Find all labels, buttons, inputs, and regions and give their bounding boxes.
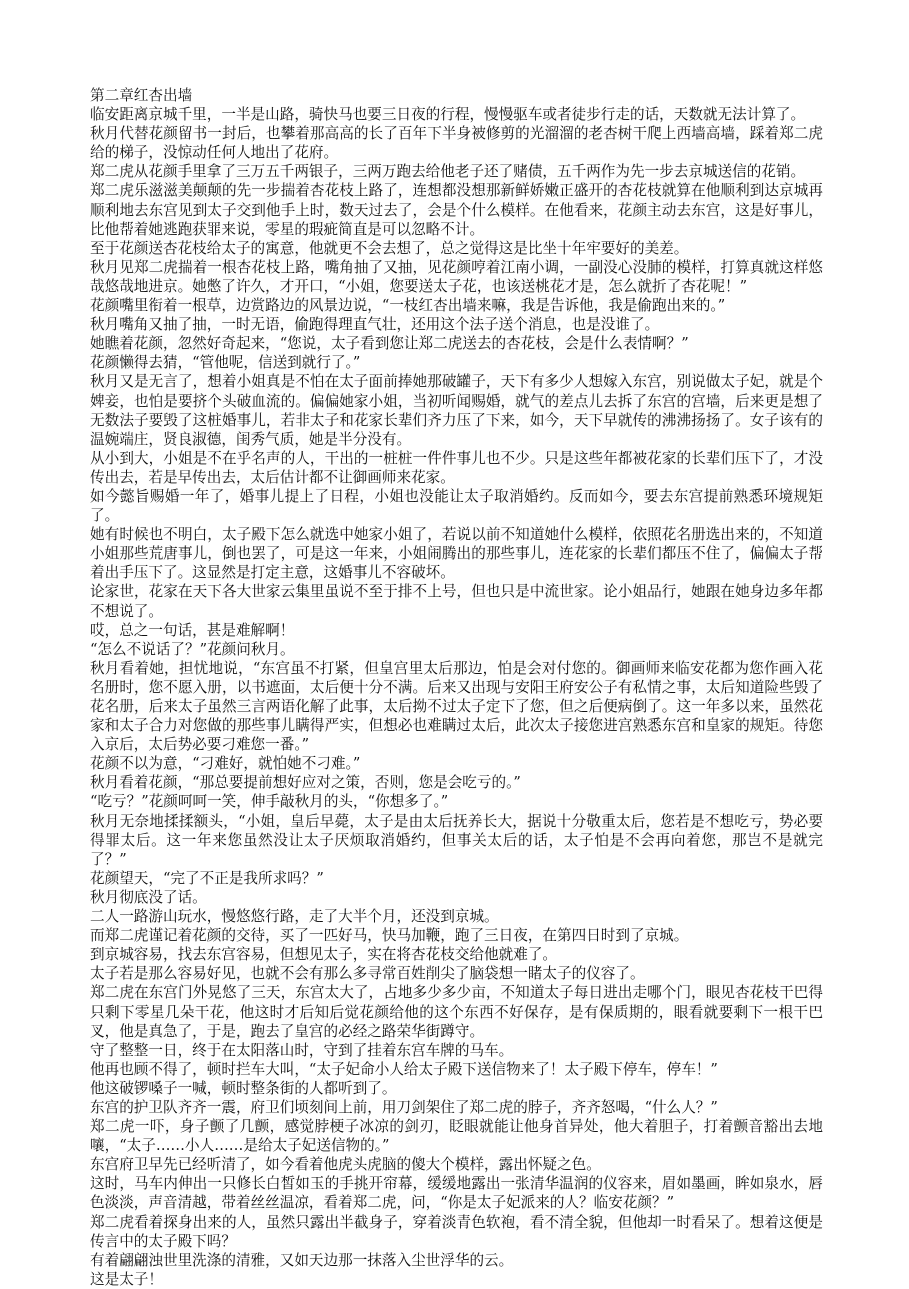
paragraph: 如今懿旨赐婚一年了，婚事儿提上了日程，小姐也没能让太子取消婚约。反而如今，要去东宫提前熟悉环境规矩了。	[90, 487, 823, 525]
paragraph: 有着翩翩浊世里洗涤的清雅，又如天边那一抹落入尘世浮华的云。	[90, 1251, 514, 1269]
paragraph: 秋月嘴角又抽了抽，一时无语，偷跑得理直气壮，还用这个法子送个消息，也是没谁了。	[90, 316, 660, 334]
paragraph: 他再也顾不得了，顿时拦车大叫，“太子妃命小人给太子殿下送信物来了！太子殿下停车，停车！”	[90, 1060, 718, 1078]
paragraph: 她有时候也不明白，太子殿下怎么就选中她家小姐了，若说以前不知道她什么模样，依照花名册选出来的，不知道小姐那些荒唐事儿，倒也罢了，可是这一年来，小姐闹腾出的那些事儿，连花家的长辈们都压不住了，偏偏太子帮着出手压下了。这显然是打定主意，这婚事儿不容破坏。	[90, 526, 823, 582]
paragraph: 花颜望天，“完了不正是我所求吗？”	[90, 869, 324, 887]
paragraph: “怎么不说话了？”花颜问秋月。	[90, 640, 295, 658]
paragraph: 论家世，花家在天下各大世家云集里虽说不至于排不上号，但也只是中流世家。论小姐品行，她跟在她身边多年都不想说了。	[90, 583, 823, 620]
paragraph: 二人一路游山玩水，慢悠悠行路，走了大半个月，还没到京城。	[90, 908, 499, 926]
paragraph: 至于花颜送杏花枝给太子的寓意，他就更不会去想了，总之觉得这是比坐十年牢要好的美差。	[90, 239, 689, 257]
paragraph: 秋月看着她，担忧地说，“东宫虽不打紧，但皇宫里太后那边，怕是会对付您的。御画师来临安花都为您作画入花名册时，您不愿入册，以书遮面，太后便十分不满。后来又出现与安阳王府安公子有私情之事，太后知道险些毁了花名册，后来太子虽然三言两语化解了此事，太后拗不过太子定下了您，但之后便病倒了。这一年多以来，虽然花家和太子合力对您做的那些事儿瞒得严实，但想必也难瞒过太后，此次太子接您进宫熟悉东宫和皇家的规矩。待您入京后，太后势必要刁难您一番。”	[90, 659, 823, 754]
paragraph: 从小到大，小姐是不在乎名声的人，干出的一桩桩一件件事儿也不少。只是这些年都被花家的长辈们压下了，才没传出去，若是早传出去，太后估计都不让御画师来花家。	[90, 449, 823, 486]
paragraph: 郑二虎看着探身出来的人，虽然只露出半截身子，穿着淡青色软袍，看不清全貌，但他却一时看呆了。想着这便是传言中的太子殿下吗？	[90, 1213, 823, 1250]
paragraph: 太子若是那么容易好见，也就不会有那么多寻常百姓削尖了脑袋想一睹太子的仪容了。	[90, 965, 645, 983]
paragraph: 秋月无奈地揉揉额头，“小姐，皇后早薨，太子是由太后抚养长大，据说十分敬重太后，您若是不想吃亏，势必要得罪太后。这一年来您虽然没让太子厌烦取消婚约，但事关太后的话，太子怕是不会再向着您，那岂不是就完了？”	[90, 812, 823, 868]
paragraph: 东宫的护卫队齐齐一震，府卫们顷刻间上前，用刀剑架住了郑二虎的脖子，齐齐怒喝，“什么人？”	[90, 1098, 718, 1116]
chapter-title: 第二章红杏出墙	[90, 87, 193, 104]
paragraph: 这是太子！	[90, 1270, 163, 1288]
paragraph: 哎，总之一句话，甚是难解啊！	[90, 621, 295, 639]
paragraph: 秋月代替花颜留书一封后，也攀着那高高的长了百年下半身被修剪的光溜溜的老杏树干爬上西墙高墙，踩着郑二虎给的梯子，没惊动任何人地出了花府。	[90, 125, 823, 162]
paragraph: 这时，马车内伸出一只修长白皙如玉的手挑开帘幕，缓缓地露出一张清华温润的仪容来，眉如墨画，眸如泉水，唇色淡淡，声音清越，带着丝丝温凉，看着郑二虎，问，“你是太子妃派来的人？临安花颜？”	[90, 1175, 823, 1212]
body-text	[90, 105, 823, 1289]
paragraph: 花颜嘴里衔着一根草，边赏路边的风景边说，“一枝红杏出墙来嘛，我是告诉他，我是偷跑出来的。”	[90, 297, 726, 315]
paragraph: 而郑二虎谨记着花颜的交待，买了一匹好马，快马加鞭，跑了三日夜，在第四日时到了京城。	[90, 927, 689, 945]
paragraph: 秋月彻底没了话。	[90, 888, 207, 906]
paragraph: 她瞧着花颜，忽然好奇起来，“您说，太子看到您让郑二虎送去的杏花枝，会是什么表情啊？”	[90, 335, 689, 353]
paragraph: 东宫府卫早先已经听清了，如今看着他虎头虎脑的傻大个模样，露出怀疑之色。	[90, 1156, 601, 1174]
paragraph: 守了整整一日，终于在太阳落山时，守到了挂着东宫车牌的马车。	[90, 1041, 514, 1059]
paragraph: 郑二虎从花颜手里拿了三万五千两银子，三两万跑去给他老子还了赌债，五千两作为先一步去京城送信的花销。	[90, 163, 806, 181]
paragraph: 郑二虎乐滋滋美颠颠的先一步揣着杏花枝上路了，连想都没想那新鲜娇嫩正盛开的杏花枝就算在他顺利到达京城再顺利地去东宫见到太子交到他手上时，数天过去了，会是个什么模样。在他看来，花颜主动去东宫，这是好事儿，比他帮着她逃跑获罪来说，零星的瑕疵简直是可以忽略不计。	[90, 182, 823, 238]
paragraph: 秋月见郑二虎揣着一根杏花枝上路，嘴角抽了又抽，见花颜哼着江南小调，一副没心没肺的模样，打算真就这样悠哉悠哉地进京。她憋了许久，才开口，“小姐，您要送太子花，也该送桃花才是，怎么就折了杏花呢！”	[90, 258, 823, 295]
paragraph: 到京城容易，找去东宫容易，但想见太子，实在将杏花枝交给他就难了。	[90, 946, 558, 964]
paragraph: 郑二虎一吓，身子颤了几颤，感觉脖梗子冰凉的剑刃，眨眼就能让他身首异处，他大着胆子，打着颤音豁出去地嚷，“太子……小人……是给太子妃送信物的。”	[90, 1118, 823, 1155]
paragraph: 秋月又是无言了，想着小姐真是不怕在太子面前捧她那破罐子，天下有多少人想嫁入东宫，别说做太子妃，就是个婢妾，也怕是要挤个头破血流的。偏偏她家小姐，当初听闻赐婚，就气的差点儿去拆了东宫的宫墙，后来更是想了无数法子要毁了这桩婚事儿，若非太子和花家长辈们齐力压了下来，如今，天下早就传的沸沸扬扬了。女子该有的温婉端庄，贤良淑德，闺秀气质，她是半分没有。	[90, 373, 823, 448]
paragraph: 郑二虎在东宫门外晃悠了三天，东宫太大了，占地多少多少亩，不知道太子每日进出走哪个门，眼见杏花枝干巴得只剩下零星几朵干花，他这时才后知后觉花颜给他的这个东西不好保存，是有保质期的，眼看就要剩下一根干巴叉，他是真急了，于是，跑去了皇宫的必经之路荣华街蹲守。	[90, 984, 823, 1040]
paragraph: 花颜懒得去猜，“管他呢，信送到就行了。”	[90, 354, 361, 372]
paragraph: 他这破锣嗓子一喊，顿时整条街的人都听到了。	[90, 1079, 397, 1097]
paragraph: 花颜不以为意，“刁难好，就怕她不刁难。”	[90, 755, 361, 773]
paragraph: “吃亏？”花颜呵呵一笑，伸手敲秋月的头，“你想多了。”	[90, 793, 449, 811]
paragraph: 秋月看着花颜，“那总要提前想好应对之策，否则，您是会吃亏的。”	[90, 774, 521, 792]
paragraph: 临安距离京城千里，一半是山路，骑快马也要三日夜的行程，慢慢驱车或者徒步行走的话，天数就无法计算了。	[90, 106, 806, 124]
